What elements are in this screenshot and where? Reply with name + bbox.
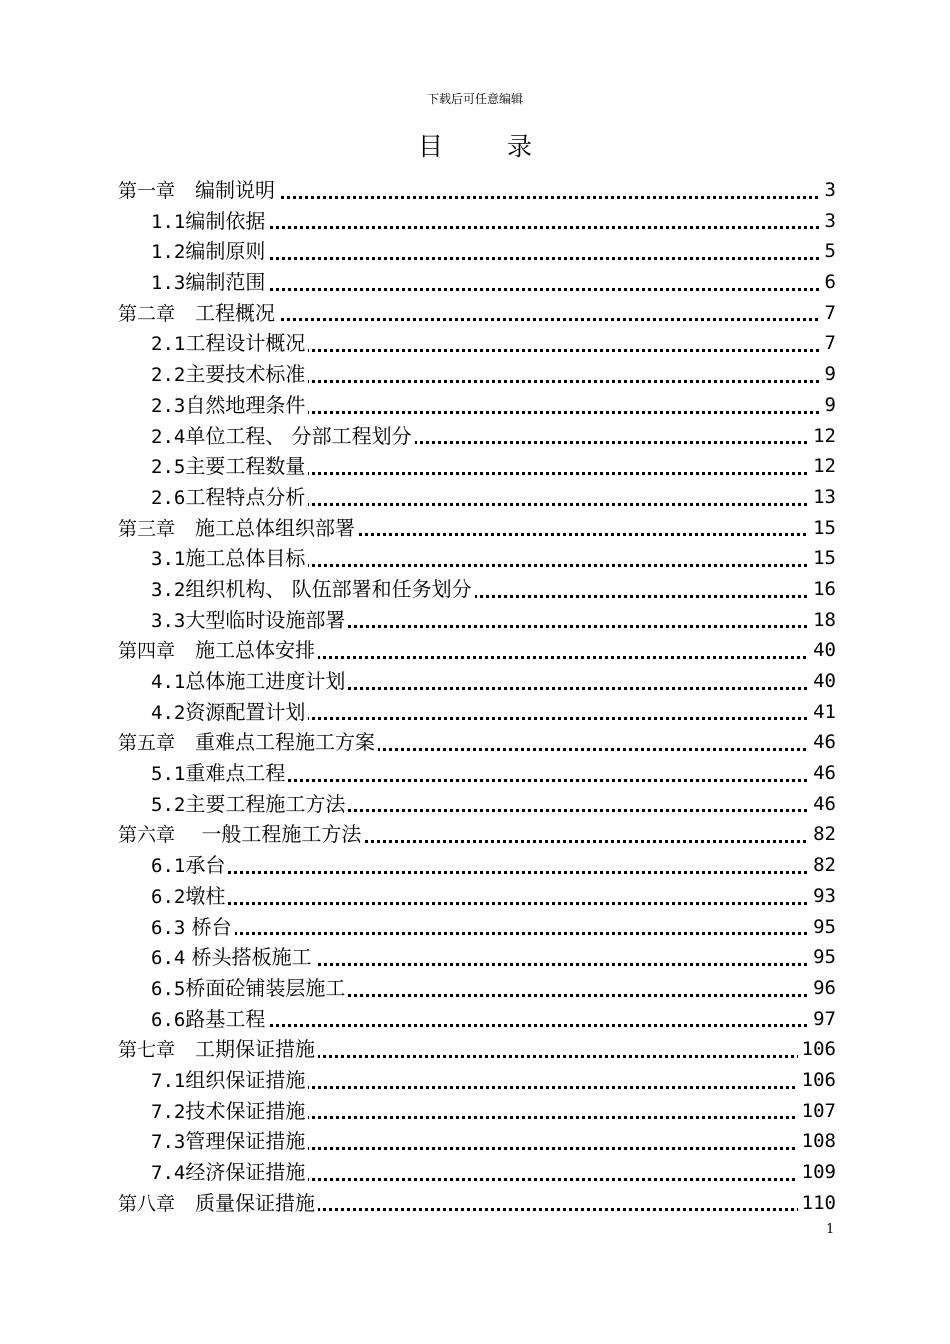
- toc-entry-page: 93: [809, 881, 836, 912]
- toc-entry-title: 大型临时设施部署: [185, 607, 346, 632]
- toc-entry-number: 7.1: [151, 1069, 186, 1092]
- toc-entry-label: [118, 178, 278, 202]
- toc-entry-page: 96: [809, 973, 836, 1004]
- toc-entry-number: 7.3: [151, 1131, 186, 1154]
- toc-section-entry[interactable]: [151, 1004, 836, 1035]
- toc-entry-label: [151, 485, 308, 509]
- toc-entry-number: 第六章: [118, 824, 176, 847]
- toc-entry-number: 6.3: [151, 916, 186, 939]
- toc-entry-title: 桥台: [185, 914, 232, 939]
- toc-entry-label: [151, 884, 228, 908]
- toc-entry-title: 单位工程、 分部工程划分: [185, 423, 412, 448]
- toc-entry-number: 3.1: [151, 548, 186, 571]
- toc-section-entry[interactable]: [151, 666, 836, 697]
- toc-section-entry[interactable]: [151, 850, 836, 881]
- toc-entry-label: [118, 638, 318, 662]
- toc-entry-label: [151, 239, 268, 263]
- toc-entry-label: [118, 822, 364, 846]
- toc-entry-label: [118, 301, 278, 325]
- toc-chapter-entry[interactable]: [118, 513, 836, 544]
- toc-entry-label: [118, 1037, 318, 1061]
- toc-entry-title: 编制范围: [185, 270, 266, 295]
- toc-entry-number: 2.3: [151, 394, 186, 417]
- toc-section-entry[interactable]: [151, 206, 836, 237]
- toc-entry-label: [151, 362, 308, 386]
- toc-entry-page: 12: [809, 451, 836, 482]
- toc-entry-title: 工程特点分析: [185, 484, 306, 509]
- toc-entry-title: 工期保证措施: [195, 1037, 316, 1062]
- toc-entry-title: 路基工程: [185, 1006, 266, 1031]
- toc-section-entry[interactable]: [151, 1126, 836, 1157]
- toc-entry-title: 编制依据: [185, 208, 266, 233]
- toc-entry-page: 7: [821, 298, 836, 329]
- toc-entry-label: [151, 945, 315, 969]
- toc-entry-page: 46: [809, 727, 836, 758]
- toc-title: 目 录: [418, 132, 560, 161]
- toc-entry-title: 墩柱: [185, 883, 226, 908]
- toc-entry-label: [118, 1191, 318, 1215]
- toc-entry-label: [151, 1007, 268, 1031]
- toc-entry-number: 第二章: [118, 302, 176, 325]
- toc-entry-number: 5.2: [151, 793, 186, 816]
- toc-chapter-entry[interactable]: [118, 175, 836, 206]
- toc-entry-title: 重难点工程施工方案: [195, 730, 376, 755]
- table-of-contents: [118, 175, 836, 1218]
- toc-entry-title: 主要技术标准: [185, 362, 306, 387]
- toc-entry-title: 施工总体安排: [195, 638, 316, 663]
- toc-entry-number: 第一章: [118, 180, 176, 202]
- toc-section-entry[interactable]: [151, 758, 836, 789]
- toc-entry-number: 6.6: [151, 1008, 186, 1031]
- toc-entry-number: 6.2: [151, 885, 186, 908]
- toc-entry-page: 15: [809, 543, 836, 574]
- toc-entry-page: 5: [821, 236, 836, 267]
- toc-entry-page: 16: [809, 574, 836, 605]
- toc-entry-number: 6.5: [151, 977, 186, 1000]
- dot-leader: [151, 902, 836, 905]
- toc-entry-page: 15: [809, 513, 836, 544]
- toc-section-entry[interactable]: [151, 328, 836, 359]
- toc-entry-title: 施工总体目标: [185, 546, 306, 571]
- toc-entry-title: 组织保证措施: [185, 1067, 306, 1092]
- toc-entry-page: 6: [821, 267, 836, 298]
- toc-entry-number: 第三章: [118, 517, 176, 540]
- toc-entry-page: 7: [821, 328, 836, 359]
- toc-entry-page: 107: [798, 1096, 836, 1127]
- toc-entry-page: 108: [798, 1126, 836, 1157]
- toc-entry-label: [151, 393, 308, 417]
- toc-entry-label: [151, 669, 348, 693]
- toc-section-entry[interactable]: [151, 942, 836, 973]
- toc-entry-page: 9: [821, 359, 836, 390]
- toc-entry-number: 2.1: [151, 333, 186, 356]
- toc-entry-number: 4.1: [151, 671, 186, 693]
- toc-entry-label: [151, 700, 308, 724]
- toc-entry-number: 2.4: [151, 425, 186, 448]
- toc-section-entry[interactable]: [151, 1157, 836, 1188]
- toc-entry-page: 97: [809, 1004, 836, 1035]
- toc-entry-page: 9: [821, 390, 836, 421]
- toc-section-entry[interactable]: [151, 267, 836, 298]
- toc-chapter-entry[interactable]: [118, 635, 836, 666]
- toc-section-entry[interactable]: [151, 359, 836, 390]
- toc-entry-number: 2.2: [151, 364, 186, 387]
- toc-entry-page: 12: [809, 421, 836, 452]
- toc-section-entry[interactable]: [151, 697, 836, 728]
- toc-entry-label: [118, 516, 358, 540]
- toc-entry-page: 109: [798, 1157, 836, 1188]
- toc-entry-label: [151, 331, 308, 355]
- toc-entry-page: 46: [809, 758, 836, 789]
- toc-entry-number: 第七章: [118, 1039, 176, 1062]
- toc-entry-label: [151, 792, 348, 816]
- toc-entry-number: 3.2: [151, 578, 186, 601]
- toc-entry-page: 40: [809, 635, 836, 666]
- toc-entry-title: 桥头搭板施工: [185, 945, 312, 970]
- toc-section-entry[interactable]: [151, 543, 836, 574]
- toc-entry-page: 95: [809, 942, 836, 973]
- toc-entry-label: [151, 761, 288, 785]
- toc-entry-label: [151, 976, 348, 1000]
- toc-entry-number: 7.4: [151, 1162, 186, 1184]
- toc-entry-page: 18: [809, 605, 836, 636]
- toc-entry-title: 工程概况: [195, 300, 276, 325]
- toc-chapter-entry[interactable]: [118, 727, 836, 758]
- toc-entry-number: 第八章: [118, 1192, 176, 1215]
- toc-section-entry[interactable]: [151, 574, 836, 605]
- toc-entry-page: 3: [821, 206, 836, 237]
- toc-entry-title: 施工总体组织部署: [195, 515, 356, 540]
- toc-entry-title: 质量保证措施: [195, 1190, 316, 1215]
- toc-entry-title: 资源配置计划: [185, 699, 306, 724]
- toc-entry-label: [151, 1129, 308, 1153]
- toc-chapter-entry[interactable]: [118, 819, 836, 850]
- toc-entry-label: [151, 546, 308, 570]
- toc-entry-number: 2.5: [151, 456, 186, 479]
- toc-section-entry[interactable]: [151, 482, 836, 513]
- toc-entry-label: [151, 454, 308, 478]
- toc-entry-label: [151, 209, 268, 233]
- toc-entry-page: 13: [809, 482, 836, 513]
- toc-entry-title: 工程设计概况: [185, 331, 306, 356]
- toc-entry-number: 3.3: [151, 609, 186, 632]
- toc-entry-number: 2.6: [151, 486, 186, 509]
- toc-entry-page: 106: [798, 1065, 836, 1096]
- toc-entry-number: 第四章: [118, 640, 176, 663]
- toc-section-entry[interactable]: [151, 390, 836, 421]
- toc-entry-page: 40: [809, 666, 836, 697]
- toc-entry-title: 主要工程施工方法: [185, 791, 346, 816]
- toc-entry-page: 3: [821, 175, 836, 206]
- toc-entry-label: [118, 730, 378, 754]
- toc-entry-label: [151, 270, 268, 294]
- toc-entry-title: 编制说明: [195, 178, 276, 202]
- toc-entry-label: [151, 608, 348, 632]
- toc-entry-page: 106: [798, 1034, 836, 1065]
- toc-section-entry[interactable]: [151, 421, 836, 452]
- toc-entry-title: 管理保证措施: [185, 1129, 306, 1154]
- toc-entry-title: 桥面砼铺装层施工: [185, 975, 346, 1000]
- toc-entry-number: 4.2: [151, 701, 186, 724]
- toc-entry-number: 1.1: [151, 210, 186, 233]
- toc-section-entry[interactable]: [151, 236, 836, 267]
- toc-entry-title: 编制原则: [185, 239, 266, 264]
- toc-section-entry[interactable]: [151, 1096, 836, 1127]
- toc-entry-title: 自然地理条件: [185, 392, 306, 417]
- header-note: 下载后可任意编辑: [426, 92, 523, 106]
- toc-entry-title: 经济保证措施: [185, 1160, 306, 1184]
- toc-entry-label: [151, 424, 415, 448]
- toc-section-entry[interactable]: [151, 605, 836, 636]
- toc-section-entry[interactable]: [151, 451, 836, 482]
- toc-chapter-entry[interactable]: [118, 1188, 836, 1219]
- toc-entry-page: 110: [798, 1188, 836, 1219]
- toc-entry-page: 41: [809, 697, 836, 728]
- toc-entry-number: 6.1: [151, 855, 186, 878]
- toc-entry-label: [151, 1068, 308, 1092]
- toc-entry-title: 主要工程数量: [185, 454, 306, 479]
- toc-entry-page: 82: [809, 850, 836, 881]
- toc-chapter-entry[interactable]: [118, 1034, 836, 1065]
- toc-entry-label: [151, 1099, 308, 1123]
- toc-entry-number: 1.3: [151, 272, 186, 295]
- toc-entry-number: 1.2: [151, 241, 186, 264]
- toc-entry-number: 第五章: [118, 732, 176, 755]
- toc-entry-number: 6.4: [151, 947, 186, 970]
- toc-entry-label: [151, 577, 475, 601]
- toc-entry-title: 一般工程施工方法: [195, 822, 362, 847]
- dot-leader: [151, 932, 836, 935]
- toc-entry-page: 82: [809, 819, 836, 850]
- dot-leader: [151, 871, 836, 874]
- toc-entry-title: 技术保证措施: [185, 1098, 306, 1123]
- toc-section-entry[interactable]: [151, 912, 836, 943]
- toc-section-entry[interactable]: [151, 973, 836, 1004]
- toc-section-entry[interactable]: [151, 789, 836, 820]
- toc-entry-page: 95: [809, 912, 836, 943]
- toc-section-entry[interactable]: [151, 881, 836, 912]
- toc-entry-title: 组织机构、 队伍部署和任务划分: [185, 576, 472, 601]
- toc-entry-label: [151, 853, 228, 877]
- toc-entry-title: 重难点工程: [185, 761, 286, 786]
- toc-section-entry[interactable]: [151, 1065, 836, 1096]
- toc-chapter-entry[interactable]: [118, 298, 836, 329]
- toc-entry-title: 总体施工进度计划: [185, 669, 346, 693]
- page-number: 1: [826, 1222, 835, 1237]
- toc-entry-label: [151, 1160, 308, 1184]
- toc-entry-label: [151, 915, 235, 939]
- toc-entry-page: 46: [809, 789, 836, 820]
- toc-entry-title: 承台: [185, 853, 226, 878]
- toc-entry-number: 7.2: [151, 1100, 186, 1123]
- toc-entry-number: 5.1: [151, 763, 186, 786]
